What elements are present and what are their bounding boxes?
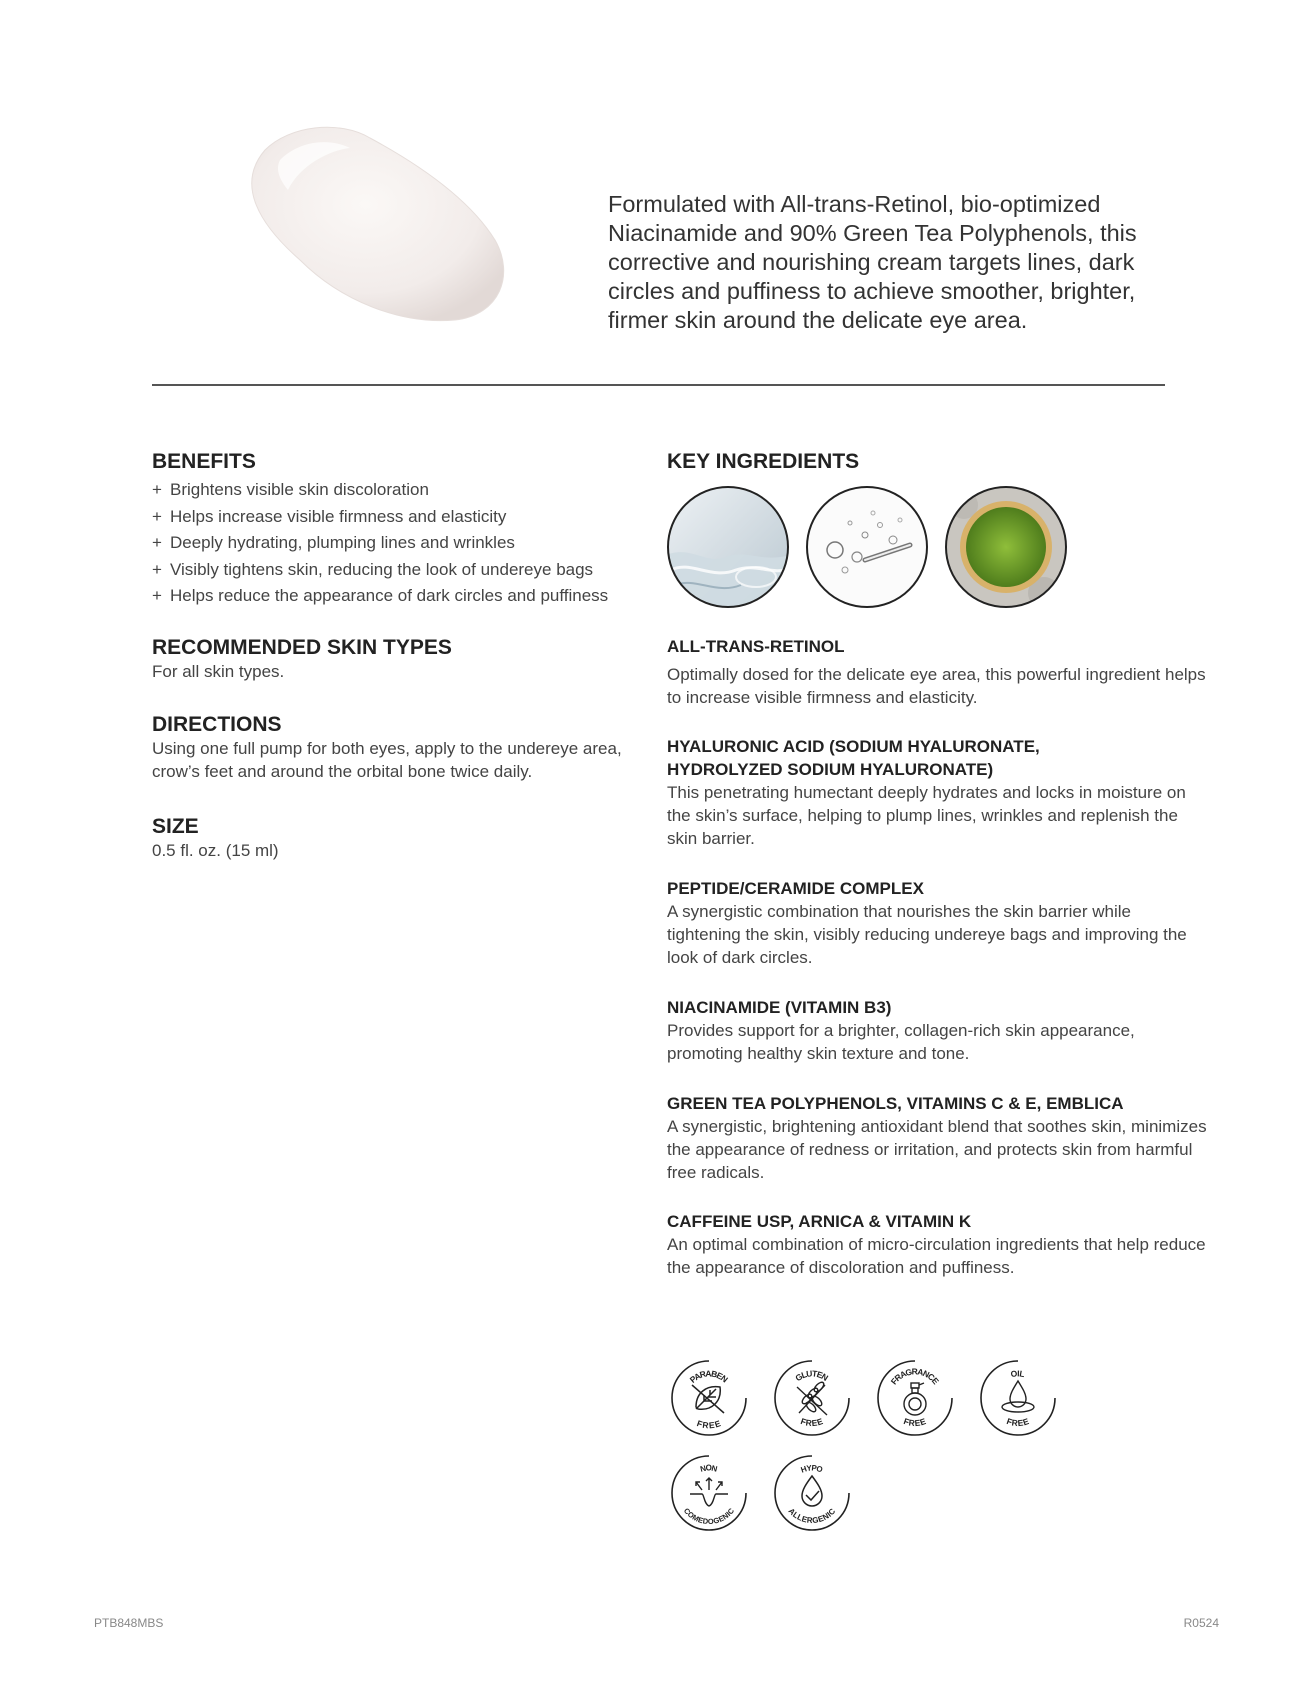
ingredient-name: PEPTIDE/CERAMIDE COMPLEX <box>667 879 924 898</box>
ingredient-item <box>667 735 1087 781</box>
ingredient-text: This penetrating humectant deeply hydrates and locks in moisture on the skin’s surface, helping to plump lines, wrinkles and replenish the skin barrier. <box>667 783 1186 848</box>
perfume-bottle-icon <box>904 1383 926 1415</box>
skin-types-text: For all skin types. <box>152 662 285 681</box>
badge-top-label: OIL <box>1009 1368 1027 1380</box>
key-ingredients-title: KEY INGREDIENTS <box>667 450 860 473</box>
list-item: + Helps reduce the appearance of dark circles and puffiness <box>152 583 652 610</box>
badge-top-label: PARABEN <box>687 1368 731 1385</box>
pore-icon <box>690 1478 728 1506</box>
directions-text: Using one full pump for both eyes, apply to the undereye area, crow’s feet and around the orbital bone twice daily. <box>152 739 622 781</box>
svg-text:GLUTEN <box>793 1368 830 1383</box>
svg-text:FREE <box>902 1416 927 1428</box>
svg-text:PARABEN <box>688 1368 731 1385</box>
ingredient-text: An optimal combination of micro-circulation ingredients that help reduce the appearance of discoloration and puffiness. <box>667 1235 1206 1277</box>
ingredient-item <box>667 635 1207 709</box>
wheat-icon <box>797 1381 827 1415</box>
benefits-section <box>152 450 652 610</box>
oil-free-badge <box>977 1357 1059 1439</box>
benefits-list <box>152 477 652 610</box>
size-text: 0.5 fl. oz. (15 ml) <box>152 841 279 860</box>
cream-swatch-image <box>230 120 530 335</box>
serum-bubbles-photo <box>805 485 929 609</box>
size-title: SIZE <box>152 815 199 838</box>
list-item: + Helps increase visible firmness and elasticity <box>152 504 652 531</box>
footer-code-right: R0524 <box>1183 1616 1219 1630</box>
ingredient-name: HYALURONIC ACID (SODIUM HYALURONATE, HYDROLYZED SODIUM HYALURONATE) <box>667 737 1040 779</box>
list-item: + Deeply hydrating, plumping lines and wrinkles <box>152 530 652 557</box>
badge-bottom-label: FREE <box>695 1418 723 1431</box>
svg-text:NON <box>699 1464 718 1474</box>
ingredient-name: ALL-TRANS-RETINOL <box>667 637 845 656</box>
badge-top-label: GLUTEN <box>793 1368 831 1384</box>
matcha-tea-photo <box>944 485 1068 609</box>
bullet-plus: + <box>152 559 162 579</box>
directions-title: DIRECTIONS <box>152 713 282 736</box>
badge-top-label: FRAGRANCE <box>888 1366 942 1387</box>
section-divider <box>152 384 1165 386</box>
badge-bottom-label: COMEDOGENIC <box>681 1506 737 1527</box>
ingredient-text: Optimally dosed for the delicate eye area, this powerful ingredient helps to increase visible firmness and elasticity. <box>667 665 1206 707</box>
water-ripple-photo <box>666 485 790 609</box>
product-description: Formulated with All-trans-Retinol, bio-optimized Niacinamide and 90% Green Tea Polyphenols, this corrective and nourishing cream targets lines, dark circles and puffiness to achieve smoother, brighter, firmer skin around the delicate eye area. <box>608 190 1137 333</box>
svg-text:HYPO <box>800 1463 825 1474</box>
footer-code-left: PTB848MBS <box>94 1616 164 1630</box>
ingredient-item <box>667 877 1207 969</box>
hypoallergenic-badge <box>771 1452 853 1534</box>
list-item: + Brightens visible skin discoloration <box>152 477 652 504</box>
gluten-free-badge <box>771 1357 853 1439</box>
badge-bottom-label: ALLERGENIC <box>786 1506 838 1526</box>
ingredient-item <box>667 1092 1207 1184</box>
skin-types-title: RECOMMENDED SKIN TYPES <box>152 636 452 659</box>
bullet-plus: + <box>152 586 162 606</box>
ingredient-item <box>667 1210 1207 1279</box>
ingredient-name: NIACINAMIDE (VITAMIN B3) <box>667 998 892 1017</box>
svg-text:ALLERGENIC <box>787 1507 838 1526</box>
list-item: + Visibly tightens skin, reducing the look of undereye bags <box>152 557 652 584</box>
svg-text:FREE <box>799 1416 824 1428</box>
fragrance-free-badge <box>874 1357 956 1439</box>
leaf-icon <box>692 1385 724 1413</box>
ingredient-name: CAFFEINE USP, ARNICA & VITAMIN K <box>667 1212 972 1231</box>
paraben-free-badge <box>668 1357 750 1439</box>
badge-bottom-label: FREE <box>1005 1415 1031 1429</box>
directions-section <box>152 713 622 783</box>
badge-bottom-label: FREE <box>902 1415 928 1429</box>
badge-top-label: HYPO <box>799 1463 825 1475</box>
check-drop-icon <box>802 1476 822 1506</box>
ingredient-text: A synergistic, brightening antioxidant blend that soothes skin, minimizes the appearance of redness or irritation, and protects skin from harmful free radicals. <box>667 1117 1207 1182</box>
badge-bottom-label: FREE <box>799 1415 825 1429</box>
bullet-plus: + <box>152 506 162 526</box>
svg-text:FREE <box>696 1418 723 1430</box>
svg-text:OIL <box>1010 1368 1026 1379</box>
oil-drop-icon <box>1002 1381 1034 1412</box>
ingredient-item <box>667 996 1207 1065</box>
skin-types-section <box>152 636 652 683</box>
bullet-plus: + <box>152 480 162 499</box>
badge-top-label: NON <box>699 1463 719 1474</box>
non-comedogenic-badge <box>668 1452 750 1534</box>
svg-text:COMEDOGENIC <box>682 1506 737 1526</box>
ingredient-name: GREEN TEA POLYPHENOLS, VITAMINS C & E, EMBLICA <box>667 1094 1124 1113</box>
ingredient-text: A synergistic combination that nourishes the skin barrier while tightening the skin, visibly reducing undereye bags and improving the look of dark circles. <box>667 902 1187 967</box>
size-section <box>152 815 552 862</box>
svg-text:FREE <box>1005 1416 1030 1428</box>
ingredient-text: Provides support for a brighter, collagen-rich skin appearance, promoting healthy skin texture and tone. <box>667 1021 1135 1063</box>
bullet-plus: + <box>152 533 162 553</box>
benefits-title: BENEFITS <box>152 450 256 473</box>
